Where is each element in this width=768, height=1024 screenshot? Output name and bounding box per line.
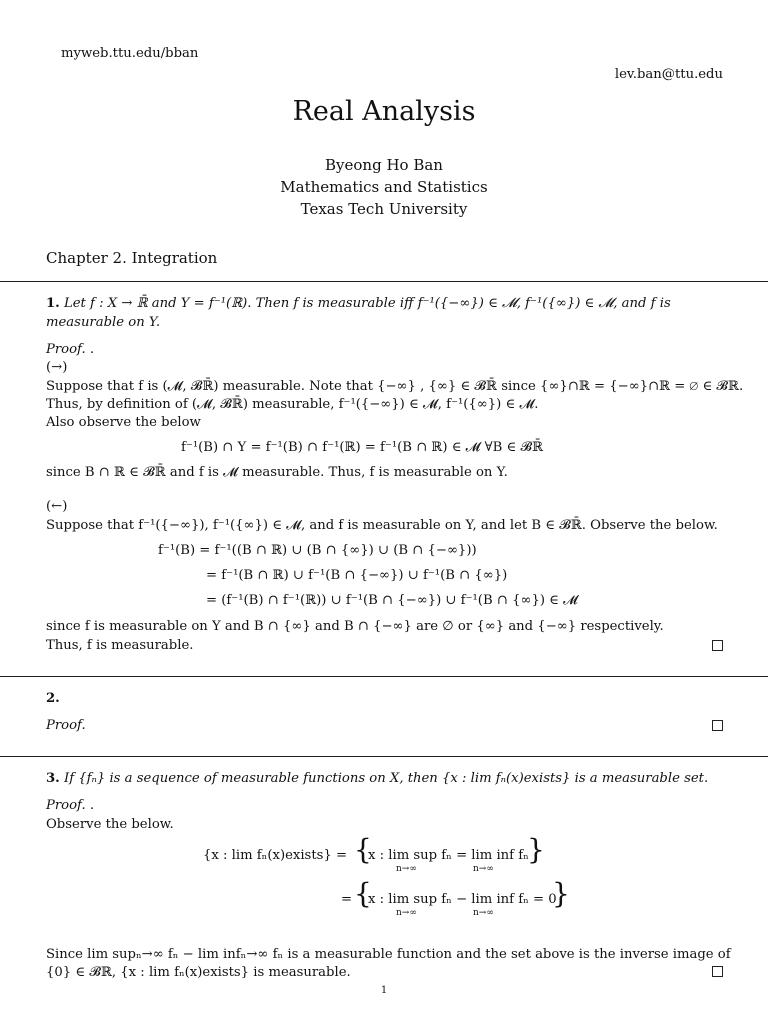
proof-line: since f is measurable on Y and B ∩ {∞} and B ∩ {−∞} are ∅ or {∞} and {−∞} respectively. [46,619,664,634]
proof-line: Since lim supₙ→∞ fₙ − lim infₙ→∞ fₙ is a measurable function and the set above is the inverse image of [46,947,731,962]
proof-line: since B ∩ ℝ ∈ 𝓑ℝ̄ and f is 𝓜 measurable. Thus, f is measurable on Y. [46,465,508,480]
problem-3-number: 3. [46,771,60,786]
left-brace: { [354,877,372,910]
proof-label: Proof. [46,718,86,733]
proof-line: Thus, f is measurable. [46,638,194,653]
problem-1-number: 1. [46,296,60,311]
equation-inner: x : lim sup fₙ − lim inf fₙ = 0 [368,892,557,907]
problem-1-text-cont: measurable on Y. [46,315,161,330]
problem-1-statement [46,297,671,310]
problem-3-text: If {fₙ} is a sequence of measurable functions on X, then {x : lim fₙ(x)exists} is a measurable set. [63,771,709,786]
problem-3-statement [46,772,708,785]
proof-label: Proof. . [46,798,95,813]
author-name: Byeong Ho Ban [325,156,443,174]
left-brace: { [354,833,372,866]
proof-label: Proof. . [46,342,95,357]
limit-subscript: n→∞ [473,864,494,874]
page-title: Real Analysis [292,96,476,127]
proof-line: Suppose that f⁻¹({−∞}), f⁻¹({∞}) ∈ 𝓜, and f is measurable on Y, and let B ∈ 𝓑ℝ̄. Observe the below. [46,518,718,533]
equation: = (f⁻¹(B) ∩ f⁻¹(ℝ)) ∪ f⁻¹(B ∩ {−∞}) ∪ f⁻¹(B ∩ {∞}) ∈ 𝓜 [206,593,578,608]
problem-1-text: Let f : X → ℝ̄ and Y = f⁻¹(ℝ). Then f is measurable iff f⁻¹({−∞}) ∈ 𝓜, f⁻¹({∞}) ∈ 𝓜, and f is [63,296,671,311]
right-brace: } [552,877,570,910]
proof-line: Suppose that f is (𝓜, 𝓑ℝ̄) measurable. Note that {−∞} , {∞} ∈ 𝓑ℝ̄ since {∞}∩ℝ = {−∞}∩ℝ = ∅ ∈ 𝓑ℝ. [46,379,744,394]
divider [0,281,768,282]
qed-square-icon [712,640,723,651]
chapter-heading: Chapter 2. Integration [46,249,218,267]
direction-forward: (→) [46,360,68,375]
header-url[interactable]: myweb.ttu.edu/bban [61,46,199,61]
equation-lhs: = [341,892,353,907]
right-brace: } [527,833,545,866]
limit-subscript: n→∞ [396,908,417,918]
author-department: Mathematics and Statistics [280,178,488,196]
equation: f⁻¹(B) ∩ Y = f⁻¹(B) ∩ f⁻¹(ℝ) = f⁻¹(B ∩ ℝ) ∈ 𝓜 ∀B ∈ 𝓑ℝ̄ [181,440,544,455]
equation: = f⁻¹(B ∩ ℝ) ∪ f⁻¹(B ∩ {−∞}) ∪ f⁻¹(B ∩ {∞}) [206,568,508,583]
divider [0,676,768,677]
proof-line: Also observe the below [46,415,201,430]
qed-square-icon [712,966,723,977]
equation-lhs: {x : lim fₙ(x)exists} = [203,848,348,863]
page-number: 1 [380,985,388,996]
proof-line: Observe the below. [46,817,174,832]
equation-inner: x : lim sup fₙ = lim inf fₙ [368,848,529,863]
direction-backward: (←) [46,499,68,514]
limit-subscript: n→∞ [396,864,417,874]
proof-line: {0} ∈ 𝓑ℝ, {x : lim fₙ(x)exists} is measurable. [46,965,351,980]
limit-subscript: n→∞ [473,908,494,918]
qed-square-icon [712,720,723,731]
divider [0,756,768,757]
problem-2-number: 2. [46,691,60,706]
equation: f⁻¹(B) = f⁻¹((B ∩ ℝ) ∪ (B ∩ {∞}) ∪ (B ∩ {−∞})) [158,543,477,558]
proof-line: Thus, by definition of (𝓜, 𝓑ℝ̄) measurable, f⁻¹({−∞}) ∈ 𝓜, f⁻¹({∞}) ∈ 𝓜. [46,397,539,412]
author-university: Texas Tech University [300,200,468,218]
header-email[interactable]: lev.ban@ttu.edu [614,67,723,82]
